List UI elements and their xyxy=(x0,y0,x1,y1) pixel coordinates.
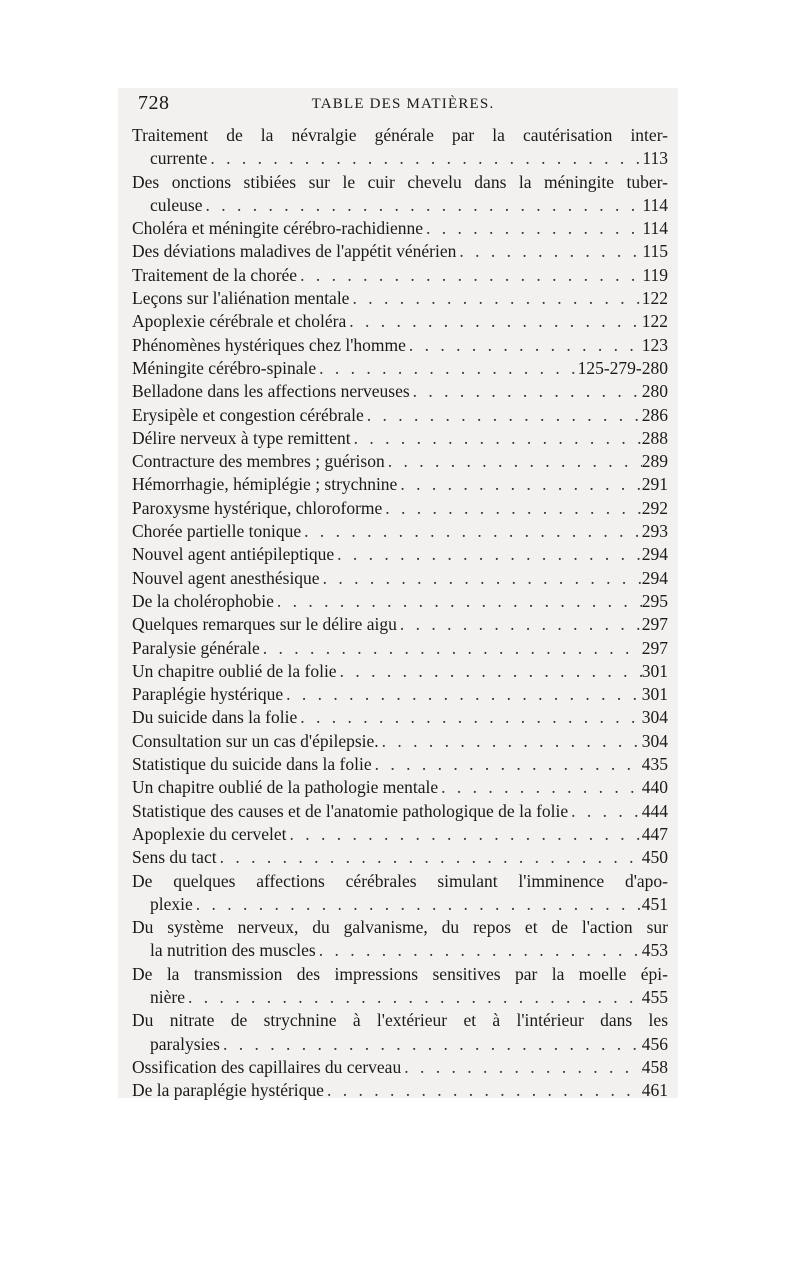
dot-leader xyxy=(324,1079,642,1102)
toc-entry-title: Quelques remarques sur le délire aigu xyxy=(132,614,397,635)
toc-entry-title: Traitement de la chorée xyxy=(132,264,298,285)
dot-leader xyxy=(406,334,642,357)
toc-entry-leader-line xyxy=(132,1056,668,1079)
toc-entry-page-number: 304 xyxy=(641,707,668,728)
toc-entry-page-number: 455 xyxy=(641,986,668,1007)
toc-entry xyxy=(132,590,668,613)
toc-entry-leader-line xyxy=(132,1079,668,1102)
dot-leader xyxy=(316,357,577,380)
toc-entry-page-number: 435 xyxy=(641,754,668,775)
toc-entry-leader-line xyxy=(132,567,668,590)
dot-leader xyxy=(207,147,642,170)
toc-entry xyxy=(132,683,668,706)
toc-entry-page-number: 304 xyxy=(641,730,668,751)
toc-entry-page-number: 125-279-280 xyxy=(577,357,668,378)
toc-entry-leader-line xyxy=(132,823,668,846)
dot-leader xyxy=(349,287,641,310)
toc-entry xyxy=(132,404,668,427)
toc-entry xyxy=(132,240,668,263)
dot-leader xyxy=(320,567,642,590)
toc-entry xyxy=(132,310,668,333)
toc-entry xyxy=(132,613,668,636)
dot-leader xyxy=(193,893,642,916)
toc-entry-title: Sens du tact xyxy=(132,847,217,868)
toc-entry-leader-line xyxy=(132,776,668,799)
toc-entry-leader-line xyxy=(132,194,668,217)
toc-entry-leader-line xyxy=(132,287,668,310)
toc-entry-page-number: 294 xyxy=(641,567,668,588)
toc-entry-page-number: 293 xyxy=(641,521,668,542)
toc-entry-page-number: 453 xyxy=(641,940,668,961)
toc-entry-title: currente xyxy=(150,148,208,169)
toc-entry xyxy=(132,1056,668,1079)
toc-entry-page-number: 461 xyxy=(641,1080,668,1101)
toc-entry-page-number: 122 xyxy=(641,311,668,332)
toc-entry-leader-line xyxy=(132,450,668,473)
toc-entry-title: Apoplexie du cervelet xyxy=(132,823,287,844)
toc-entry-title: Erysipèle et congestion cérébrale xyxy=(132,404,364,425)
dot-leader xyxy=(364,404,642,427)
toc-entry xyxy=(132,567,668,590)
toc-entry-title-line: Du système nerveux, du galvanisme, du repos et de l'action sur xyxy=(132,917,668,938)
table-of-contents xyxy=(132,124,668,1102)
toc-entry-leader-line xyxy=(132,730,668,753)
toc-entry xyxy=(132,450,668,473)
dot-leader xyxy=(456,240,642,263)
toc-entry xyxy=(132,776,668,799)
toc-entry-title: Un chapitre oublié de la pathologie mentale xyxy=(132,777,439,798)
toc-entry-title: Méningite cérébro-spinale xyxy=(132,357,317,378)
toc-entry-leader-line xyxy=(132,939,668,962)
dot-leader xyxy=(297,264,642,287)
toc-entry-title-line: Des onctions stibiées sur le cuir chevelu dans la méningite tuber- xyxy=(132,171,668,192)
toc-entry-page-number: 122 xyxy=(641,288,668,309)
toc-entry xyxy=(132,497,668,520)
toc-entry-page-number: 114 xyxy=(642,218,668,239)
toc-entry xyxy=(132,171,668,218)
dot-leader xyxy=(283,683,642,706)
toc-entry-title: Statistique des causes et de l'anatomie pathologique de la folie xyxy=(132,800,569,821)
toc-entry-leader-line xyxy=(132,473,668,496)
toc-entry-title: Apoplexie cérébrale et choléra xyxy=(132,311,347,332)
toc-entry-leader-line xyxy=(132,147,668,170)
toc-entry xyxy=(132,520,668,543)
toc-entry xyxy=(132,753,668,776)
dot-leader xyxy=(379,730,642,753)
toc-entry xyxy=(132,473,668,496)
toc-entry xyxy=(132,427,668,450)
dot-leader xyxy=(287,823,642,846)
toc-entry-title: paralysies xyxy=(150,1033,220,1054)
toc-entry-leader-line xyxy=(132,660,668,683)
toc-entry-title: Un chapitre oublié de la folie xyxy=(132,660,337,681)
toc-entry-title: De la cholérophobie xyxy=(132,590,274,611)
running-title: TABLE DES MATIÈRES. xyxy=(311,96,495,112)
toc-entry-title: Ossification des capillaires du cerveau xyxy=(132,1056,402,1077)
toc-entry-leader-line xyxy=(132,986,668,1009)
toc-entry-page-number: 292 xyxy=(641,497,668,518)
toc-entry xyxy=(132,846,668,869)
dot-leader xyxy=(351,427,642,450)
toc-entry-page-number: 288 xyxy=(641,427,668,448)
toc-entry-title-line: Du nitrate de strychnine à l'extérieur et à l'intérieur dans les xyxy=(132,1010,668,1031)
toc-entry-title: Paraplégie hystérique xyxy=(132,684,284,705)
toc-entry-page-number: 294 xyxy=(641,544,668,565)
page-number: 728 xyxy=(138,92,170,114)
toc-entry-page-number: 280 xyxy=(641,381,668,402)
toc-entry-title: Phénomènes hystériques chez l'homme xyxy=(132,334,406,355)
toc-entry xyxy=(132,124,668,171)
toc-entry-page-number: 456 xyxy=(641,1033,668,1054)
toc-entry-title: plexie xyxy=(150,893,193,914)
toc-entry-page-number: 113 xyxy=(642,148,668,169)
toc-entry-page-number: 458 xyxy=(641,1056,668,1077)
toc-entry-leader-line xyxy=(132,893,668,916)
toc-entry-title: la nutrition des muscles xyxy=(150,940,316,961)
toc-entry-leader-line xyxy=(132,357,668,380)
dot-leader xyxy=(316,939,642,962)
dot-leader xyxy=(185,986,642,1009)
toc-entry xyxy=(132,380,668,403)
toc-entry-page-number: 289 xyxy=(641,451,668,472)
dot-leader xyxy=(423,217,642,240)
toc-entry xyxy=(132,823,668,846)
toc-entry xyxy=(132,357,668,380)
toc-entry-title-line: De quelques affections cérébrales simulant l'imminence d'apo- xyxy=(132,870,668,891)
toc-entry xyxy=(132,264,668,287)
toc-entry xyxy=(132,800,668,823)
toc-entry-title-line: Traitement de la névralgie générale par la cautérisation inter- xyxy=(132,125,668,145)
toc-entry-title: Belladone dans les affections nerveuses xyxy=(132,381,410,402)
dot-leader xyxy=(397,613,642,636)
dot-leader xyxy=(301,520,642,543)
toc-entry-page-number: 114 xyxy=(642,194,668,215)
toc-entry-title: Choléra et méningite cérébro-rachidienne xyxy=(132,218,424,239)
toc-entry-leader-line xyxy=(132,427,668,450)
toc-entry xyxy=(132,916,668,963)
toc-entry-title: De la paraplégie hystérique xyxy=(132,1080,324,1101)
toc-entry-page-number: 447 xyxy=(641,823,668,844)
toc-entry-title: Paralysie générale xyxy=(132,637,260,658)
dot-leader xyxy=(202,194,642,217)
dot-leader xyxy=(410,380,642,403)
toc-entry-leader-line xyxy=(132,590,668,613)
dot-leader xyxy=(297,706,642,729)
toc-entry xyxy=(132,730,668,753)
toc-entry xyxy=(132,660,668,683)
dot-leader xyxy=(401,1056,642,1079)
dot-leader xyxy=(438,776,642,799)
dot-leader xyxy=(397,473,641,496)
toc-entry-title: Chorée partielle tonique xyxy=(132,521,302,542)
toc-entry xyxy=(132,637,668,660)
toc-entry-leader-line xyxy=(132,264,668,287)
toc-entry-page-number: 119 xyxy=(642,264,668,285)
toc-entry-page-number: 286 xyxy=(641,404,668,425)
toc-entry xyxy=(132,706,668,729)
toc-entry-leader-line xyxy=(132,1033,668,1056)
toc-entry-page-number: 301 xyxy=(641,684,668,705)
toc-entry-title: culeuse xyxy=(150,194,203,215)
dot-leader xyxy=(260,637,642,660)
dot-leader xyxy=(220,1033,642,1056)
toc-entry-leader-line xyxy=(132,404,668,427)
toc-entry-title: Des déviations maladives de l'appétit vénérien xyxy=(132,241,457,262)
toc-entry-leader-line xyxy=(132,240,668,263)
dot-leader xyxy=(372,753,642,776)
dot-leader xyxy=(382,497,641,520)
toc-entry-title-line: De la transmission des impressions sensitives par la moelle épi- xyxy=(132,963,668,984)
toc-entry-leader-line xyxy=(132,334,668,357)
toc-entry-title: Nouvel agent antiépileptique xyxy=(132,544,335,565)
toc-entry-leader-line xyxy=(132,753,668,776)
page-header xyxy=(138,92,668,120)
toc-entry-page-number: 440 xyxy=(641,777,668,798)
toc-entry-leader-line xyxy=(132,497,668,520)
toc-entry-leader-line xyxy=(132,637,668,660)
dot-leader xyxy=(217,846,642,869)
toc-entry xyxy=(132,1079,668,1102)
toc-entry-page-number: 450 xyxy=(641,847,668,868)
toc-entry-page-number: 123 xyxy=(641,334,668,355)
toc-entry-leader-line xyxy=(132,613,668,636)
toc-entry-title: nière xyxy=(150,986,185,1007)
dot-leader xyxy=(346,310,642,333)
toc-entry-page-number: 297 xyxy=(641,614,668,635)
toc-entry-title: Nouvel agent anesthésique xyxy=(132,567,320,588)
toc-entry-page-number: 291 xyxy=(641,474,668,495)
toc-entry xyxy=(132,543,668,566)
toc-entry-title: Hémorrhagie, hémiplégie ; strychnine xyxy=(132,474,398,495)
toc-entry-leader-line xyxy=(132,706,668,729)
toc-entry xyxy=(132,334,668,357)
toc-entry-title: Leçons sur l'aliénation mentale xyxy=(132,288,350,309)
toc-entry-leader-line xyxy=(132,380,668,403)
toc-entry-title: Du suicide dans la folie xyxy=(132,707,298,728)
toc-entry xyxy=(132,870,668,917)
toc-entry-leader-line xyxy=(132,543,668,566)
toc-entry xyxy=(132,287,668,310)
dot-leader xyxy=(337,660,642,683)
toc-entry-page-number: 301 xyxy=(641,660,668,681)
toc-entry xyxy=(132,217,668,240)
toc-entry-title: Délire nerveux à type remittent xyxy=(132,427,351,448)
toc-entry-leader-line xyxy=(132,217,668,240)
dot-leader xyxy=(274,590,642,613)
toc-entry-title: Contracture des membres ; guérison xyxy=(132,451,385,472)
toc-entry-page-number: 444 xyxy=(641,800,668,821)
toc-entry-leader-line xyxy=(132,520,668,543)
toc-entry-title: Consultation sur un cas d'épilepsie. xyxy=(132,730,379,751)
toc-entry-leader-line xyxy=(132,846,668,869)
toc-entry-title: Paroxysme hystérique, chloroforme xyxy=(132,497,383,518)
toc-entry-leader-line xyxy=(132,683,668,706)
toc-entry-page-number: 115 xyxy=(642,241,668,262)
toc-entry-page-number: 295 xyxy=(641,590,668,611)
toc-entry xyxy=(132,1009,668,1056)
toc-entry-page-number: 297 xyxy=(641,637,668,658)
toc-entry xyxy=(132,963,668,1010)
toc-entry-leader-line xyxy=(132,310,668,333)
dot-leader xyxy=(385,450,642,473)
toc-entry-title: Statistique du suicide dans la folie xyxy=(132,754,372,775)
toc-entry-leader-line xyxy=(132,800,668,823)
dot-leader xyxy=(568,800,642,823)
toc-entry-page-number: 451 xyxy=(641,893,668,914)
dot-leader xyxy=(334,543,642,566)
